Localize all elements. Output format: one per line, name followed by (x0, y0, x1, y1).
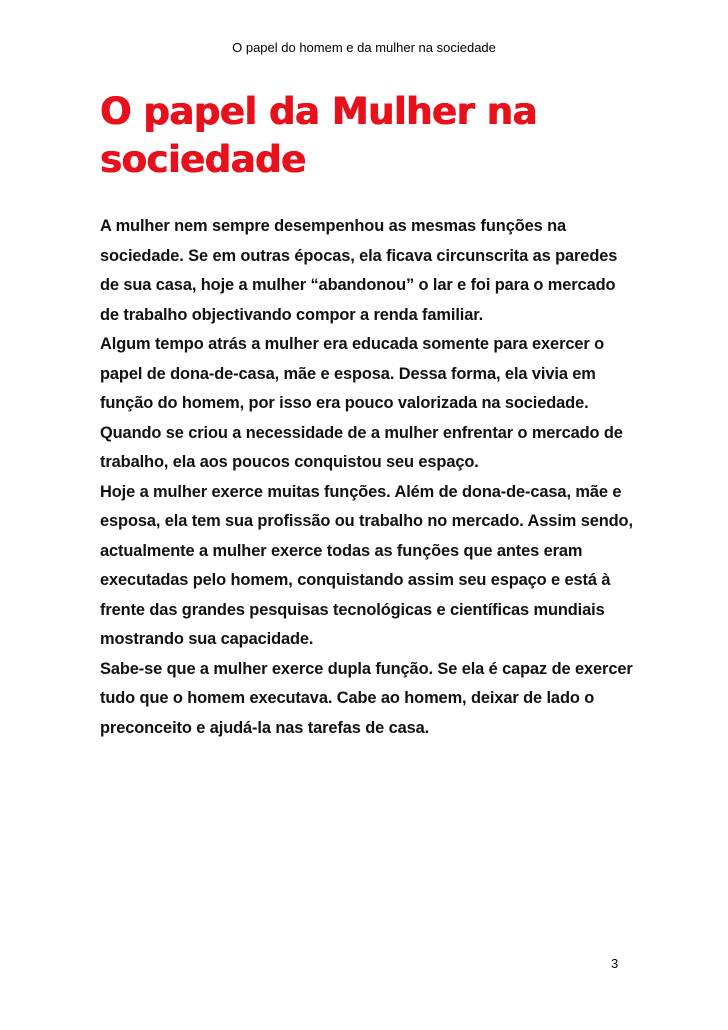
paragraph: Algum tempo atrás a mulher era educada somente para exercer o papel de dona-de-casa, mãe e esposa. Dessa forma, ela vivia em função do homem, por isso era pouco valorizada na sociedade. Quando se criou a necessidade de a mulher enfrentar o mercado de trabalho, ela aos poucos conquistou seu espaço. (100, 335, 623, 471)
paragraph: A mulher nem sempre desempenhou as mesmas funções na sociedade. Se em outras épocas, ela ficava circunscrita as paredes de sua casa, hoje a mulher “abandonou” o lar e foi para o mercado de trabalho objectivando compor a renda familiar. (100, 217, 618, 324)
running-header: O papel do homem e da mulher na sociedade (232, 40, 496, 55)
paragraph: Hoje a mulher exerce muitas funções. Além de dona-de-casa, mãe e esposa, ela tem sua profissão ou trabalho no mercado. Assim sendo, actualmente a mulher exerce todas as funções que antes eram executadas pelo homem, conquistando assim seu espaço e está à frente das grandes pesquisas tecnológicas e científicas mundiais mostrando sua capacidade. (100, 482, 633, 648)
page-number: 3 (611, 956, 619, 971)
article-body (100, 212, 635, 743)
paragraph: Sabe-se que a mulher exerce dupla função. Se ela é capaz de exercer tudo que o homem executava. Cabe ao homem, deixar de lado o preconceito e ajudá-la nas tarefas de casa. (100, 659, 633, 737)
article-title: O papel da Mulher na sociedade (100, 90, 537, 181)
